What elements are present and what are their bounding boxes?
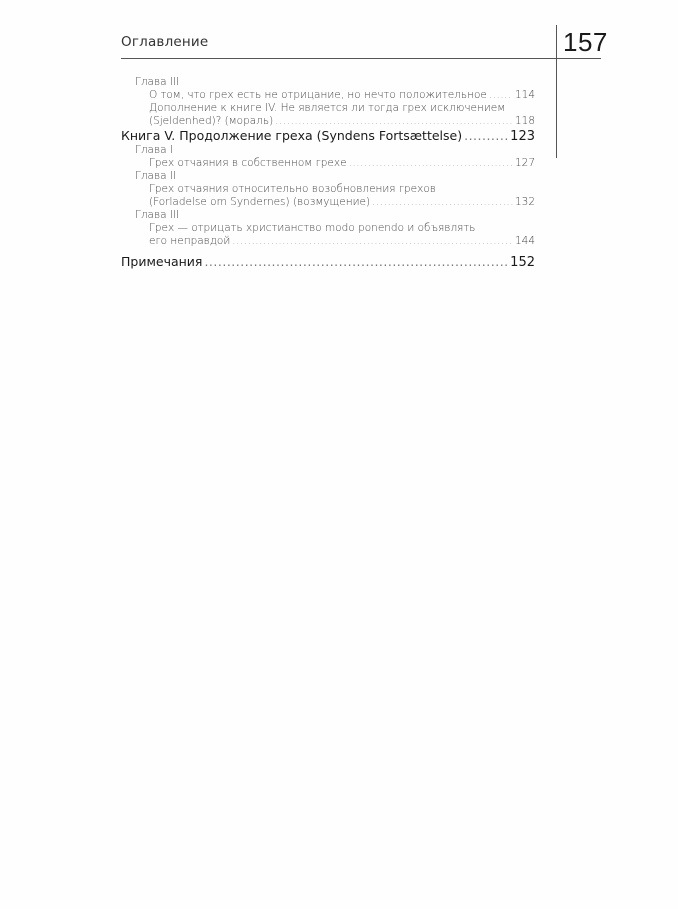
toc-entry <box>121 157 535 170</box>
toc-leader-dots <box>204 254 508 270</box>
header-rule <box>121 58 601 59</box>
toc-entry-text: Грех отчаяния в собственном грехе <box>149 157 347 169</box>
toc-leader-dots <box>349 157 513 170</box>
toc-entry <box>121 196 535 209</box>
toc-leader-dots <box>275 115 513 128</box>
toc-chapter-heading: Глава I <box>135 144 174 156</box>
toc-leader-dots <box>372 196 513 209</box>
toc-entry-text: (Sjeldenhed)? (мораль) <box>149 115 274 127</box>
toc-notes-heading <box>121 254 535 270</box>
toc-entry-text: Грех — отрицать христианство modo ponendo и объявлять <box>149 222 476 234</box>
toc-entry-text: Дополнение к книге IV. Не является ли тогда грех исключением <box>149 102 506 114</box>
toc-leader-dots <box>489 89 513 102</box>
toc-entry-text: его неправдой <box>149 235 231 247</box>
header-vertical-rule <box>556 25 557 158</box>
toc-leader-dots <box>232 235 513 248</box>
toc-book-page: 123 <box>510 129 535 144</box>
page-number: 157 <box>563 27 608 57</box>
running-header-title: Оглавление <box>121 34 209 50</box>
toc-entry <box>121 115 535 128</box>
toc-book-heading <box>121 128 535 144</box>
toc-entry-line <box>121 222 535 235</box>
toc-entry-page: 127 <box>514 157 535 169</box>
toc-entry-text: Грех отчаяния относительно возобновления грехов <box>149 183 436 195</box>
toc-chapter-heading: Глава III <box>135 76 180 88</box>
toc-chapter-heading: Глава III <box>135 209 180 221</box>
toc-entry-page: 118 <box>514 115 535 127</box>
toc-entry-text: (Forladelse om Syndernes) (возмущение) <box>149 196 371 208</box>
toc-entry <box>121 89 535 102</box>
toc-entry-page: 132 <box>514 196 535 208</box>
table-of-contents <box>121 76 535 270</box>
toc-entry <box>121 235 535 248</box>
toc-entry-line <box>121 183 535 196</box>
toc-leader-dots <box>464 128 508 144</box>
toc-entry-text: О том, что грех есть не отрицание, но нечто положительное <box>149 89 487 101</box>
toc-chapter-heading: Глава II <box>135 170 177 182</box>
toc-entry-page: 114 <box>514 89 535 101</box>
toc-entry-page: 144 <box>514 235 535 247</box>
toc-notes-title: Примечания <box>121 254 203 269</box>
toc-book-title: Книга V. Продолжение греха (Syndens Fortsættelse) <box>121 128 463 143</box>
toc-notes-page: 152 <box>510 255 535 270</box>
toc-entry-line <box>121 102 535 115</box>
